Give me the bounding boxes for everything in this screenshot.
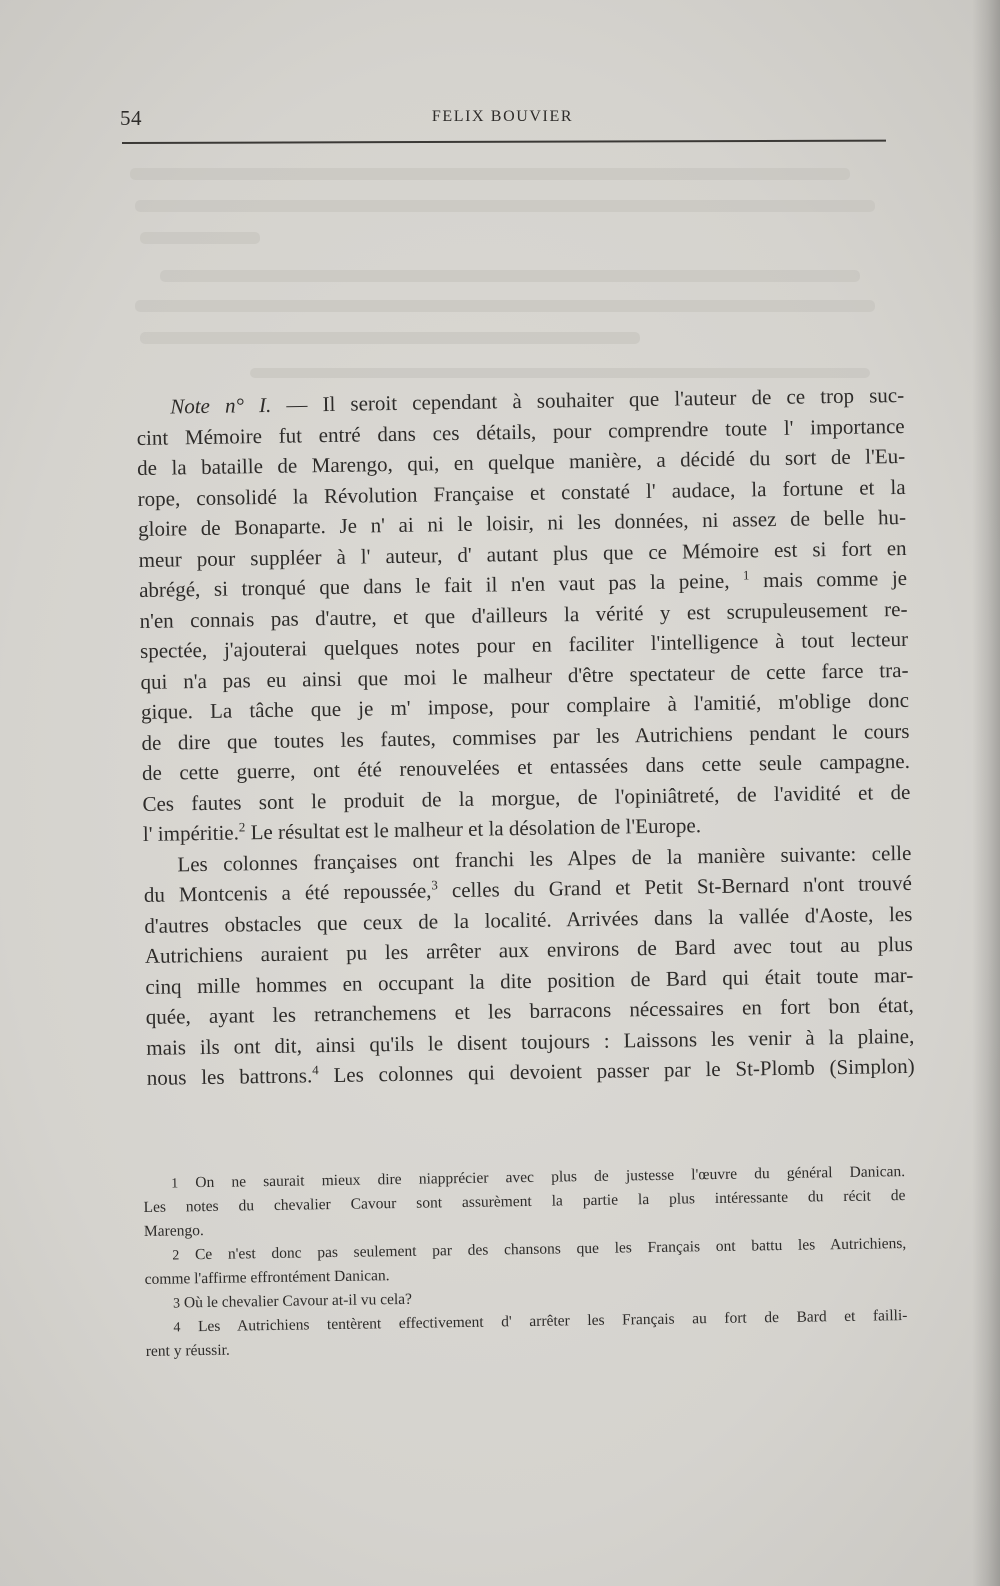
footnotes (143, 1160, 908, 1364)
footnote-text: Où le chevalier Cavour at-il vu cela? (183, 1290, 413, 1312)
text-line: Ces fautes sont le produit de la morgue, de l'opiniâtreté, de l'avidité et de (142, 779, 911, 816)
text-line-content: nous les battrons. (146, 1063, 313, 1090)
text-line: quée, ayant les retranchemens et les barracons nécessaires en fort bon état, (145, 992, 914, 1029)
footnote-number: 1 (171, 1176, 179, 1192)
text-line: cint Mémoire fut entré dans ces détails, pour comprendre toute l' importance (136, 413, 905, 450)
text-line: mais ils ont dit, ainsi qu'ils le disent toujours : Laissons les venir à la plaine, (146, 1023, 915, 1060)
footnote-ref: 1 (742, 567, 750, 583)
text-line: Les colonnes françaises ont franchi les Alpes de la manière suivante: celle (177, 840, 912, 876)
text-line-content: l' impéritie. (142, 820, 240, 846)
footnote-ref: 2 (238, 819, 246, 835)
footnote-ref: 4 (312, 1062, 319, 1078)
text-line-content: Le résultat est le malheur et la désolation de l'Europe. (245, 813, 702, 845)
footnote-ref: 3 (431, 877, 438, 893)
main-text (136, 380, 915, 1093)
text-line: gique. La tâche que je m' impose, pour complaire à l'amitié, m'oblige donc (140, 687, 910, 724)
text-line: de cette guerre, ont été renouvelées et entassées dans cette seule campagne. (141, 748, 911, 785)
text-line-content: — Il seroit cependant à souhaiter que l'auteur de ce trop suc- (271, 382, 905, 417)
text-line: gloire de Bonaparte. Je n' ai ni le loisir, ni les données, ni assez de belle hu- (137, 504, 907, 541)
page-header (120, 104, 885, 134)
footnote-number: 3 (172, 1296, 181, 1312)
page-number: 54 (120, 106, 142, 130)
text-line-content: du Montcenis a été repoussée, (143, 878, 432, 907)
running-title: FELIX BOUVIER (431, 108, 574, 125)
footnote-number: 2 (172, 1248, 180, 1264)
text-line: n'en connais pas d'autre, et que d'ailleurs la vérité y est scrupuleusement re- (139, 596, 908, 633)
footnote-text: On ne saurait mieux dire niapprécier avec plus de justesse l'œuvre du général Danican. (195, 1163, 906, 1192)
footnote-line: comme l'affirme effrontément Danican. (144, 1267, 390, 1288)
text-line: cinq mille hommes en occupant la dite position de Bard qui était toute mar- (145, 962, 914, 999)
text-line: d'autres obstacles que ceux de la localité. Arrivées dans la vallée d'Aoste, les (144, 901, 913, 938)
footnote-number: 4 (173, 1320, 181, 1336)
note-label: Note n° I. (170, 392, 272, 419)
text-line: de dire que toutes les fautes, commises par les Autrichiens pendant le cours (141, 718, 910, 755)
text-line: meur pour suppléer à l' auteur, d' autant plus que ce Mémoire est si fort en (138, 535, 907, 572)
footnote-line: Les notes du chevalier Cavour sont assurèment la partie la plus intéressante du récit de (143, 1187, 906, 1216)
text-line: rope, consolidé la Révolution Française et constaté l' audace, la fortune et la (137, 474, 906, 511)
footnote-line: rent y réussir. (145, 1341, 230, 1360)
text-line-content: celles du Grand et Petit St-Bernard n'ont trouvé (437, 870, 912, 903)
footnote-text: Les Autrichiens tentèrent effectivement d' arrêter les Français au fort de Bard et failli- (197, 1307, 908, 1336)
footnote-line: Marengo. (143, 1222, 204, 1240)
text-line: Autrichiens auraient pu les arrêter aux environs de Bard avec tout au plus (144, 931, 913, 968)
text-line: qui n'a pas eu ainsi que moi le malheur d'être spectateur de cette farce tra- (140, 657, 909, 694)
text-line-content: Les colonnes qui devoient passer par le St-Plomb (Simplon) (318, 1053, 915, 1088)
footnote-text: Ce n'est donc pas seulement par des chansons que les Français ont battu les Autrichiens, (194, 1235, 907, 1264)
page-edge-shadow (972, 0, 1000, 1586)
text-line: spectée, j'ajouterai quelques notes pour en faciliter l'intelligence à tout lecteur (139, 626, 909, 663)
text-line-content: abrégé, si tronqué que dans le fait il n'en vaut pas la peine, (138, 568, 730, 602)
text-line-content: mais comme je (749, 565, 908, 593)
text-line: de la bataille de Marengo, qui, en quelque manière, a décidé du sort de l'Eu- (137, 443, 906, 480)
